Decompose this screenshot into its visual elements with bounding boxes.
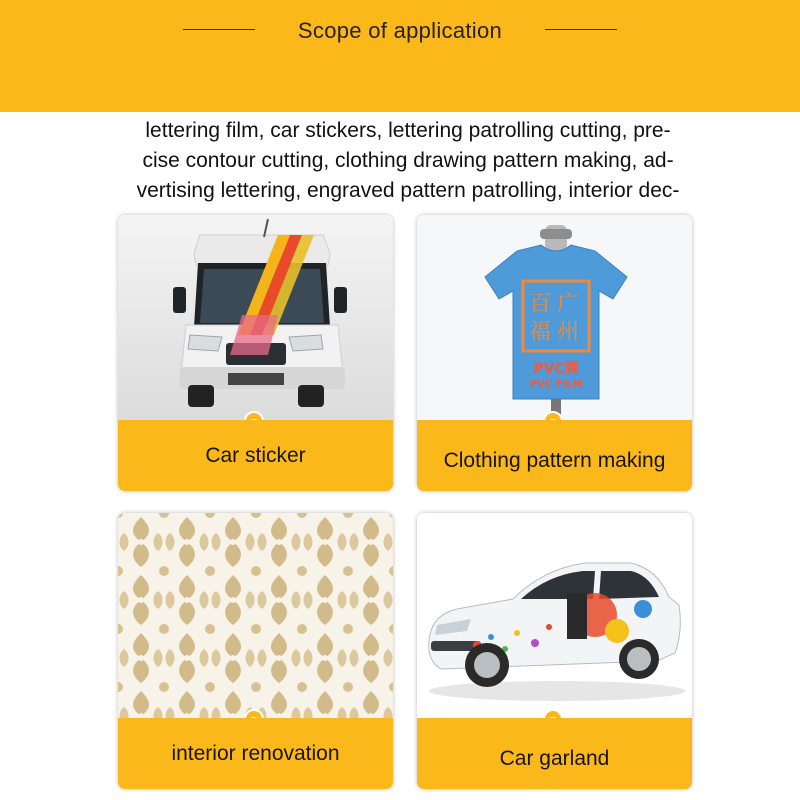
card-clothing-pattern — [417, 215, 692, 491]
print-text: PVC膜 — [533, 361, 579, 377]
svg-text:福: 福 — [529, 320, 552, 345]
description-line: vertising lettering, engraved pattern patrolling, interior dec- — [136, 179, 680, 202]
description-line: cise contour cutting, clothing drawing pattern making, ad- — [142, 149, 674, 172]
van-sticker-image — [118, 215, 393, 420]
card-caption: Car garland — [417, 718, 692, 789]
tshirt-print-image — [417, 215, 692, 420]
card-interior-renovation — [118, 513, 393, 789]
svg-text:广: 广 — [557, 292, 580, 317]
print-text: PVC FILM — [529, 379, 583, 390]
header-banner — [0, 0, 800, 112]
description-line: lettering film, car stickers, lettering patrolling cutting, pre- — [145, 119, 671, 142]
damask-wallpaper-image — [118, 513, 393, 718]
title-divider-right — [545, 29, 617, 30]
card-caption: Clothing pattern making — [417, 420, 692, 491]
page-title: Scope of application — [297, 18, 503, 43]
application-description — [98, 116, 718, 206]
svg-text:州: 州 — [557, 320, 580, 345]
card-caption: Car sticker — [118, 420, 393, 491]
sedan-decal-image — [417, 513, 692, 718]
card-car-garland — [417, 513, 692, 789]
card-caption: interior renovation — [118, 718, 393, 789]
card-car-sticker — [118, 215, 393, 491]
svg-text:百: 百 — [529, 292, 552, 317]
